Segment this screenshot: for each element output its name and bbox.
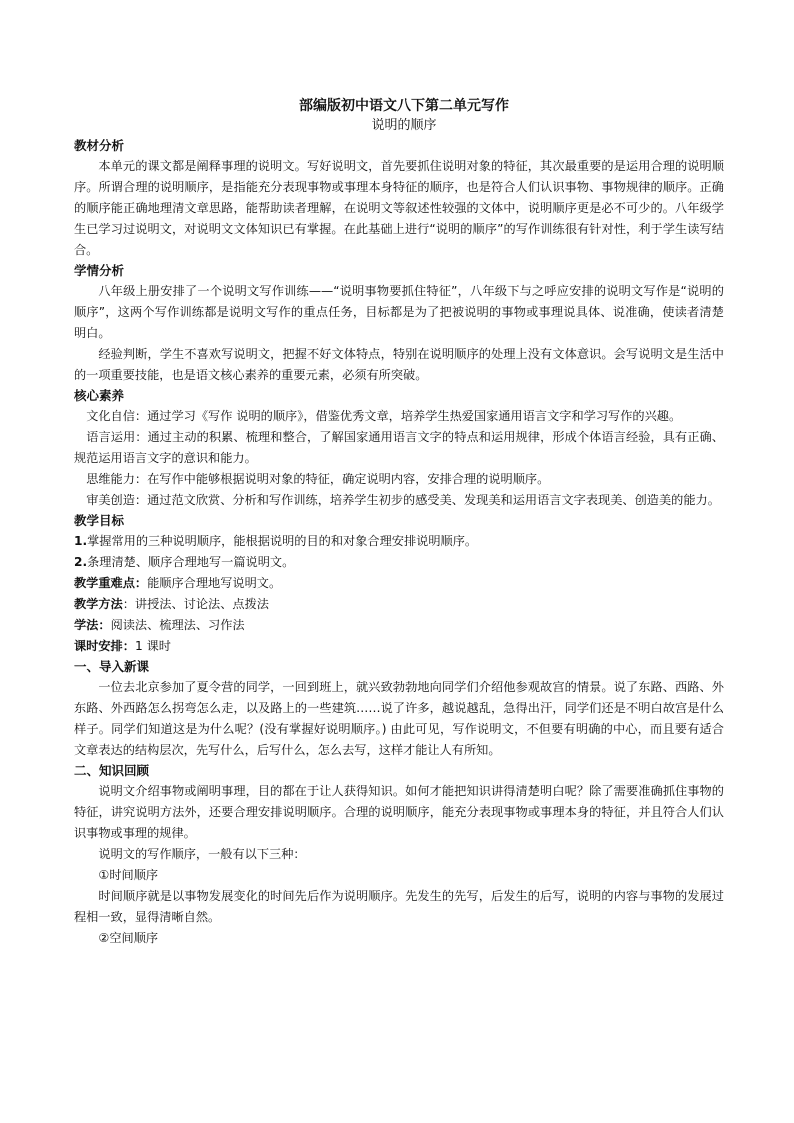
study-methods-line	[74, 615, 724, 636]
heading-part-1: 一、导入新课	[74, 659, 150, 674]
methods-line	[74, 594, 724, 615]
methods-label: 教学方法	[74, 597, 123, 611]
paragraph-introduction: 一位去北京参加了夏令营的同学，一回到班上，就兴致勃勃地向同学们介绍他参观故宫的情景。说了东路、西路、外东路、外西路怎么拐弯怎么走，以及路上的一些建筑……说了许多，越说越乱，急得出汗，同学们还是不明白故宫是什么样子。同学们知道这是为什么呢？(没有掌握好说明顺序。) 由此可见，写作说明文，不但要有明确的中心，而且要有适合文章表达的结构层次，先写什么，后写什么，怎么去写，这样才能让人有所知。	[74, 680, 724, 757]
paragraph-review-1: 说明文介绍事物或阐明事理，目的都在于让人获得知识。如何才能把知识讲得清楚明白呢？除了需要准确抓住事物的特征，讲究说明方法外，还要合理安排说明顺序。合理的说明顺序，能充分表现事物或事理本身的特征，并且符合人们认识事物或事理的规律。	[74, 784, 724, 840]
schedule-line	[74, 636, 724, 657]
paragraph-time-order: 时间顺序就是以事物发展变化的时间先后作为说明顺序。先发生的先写，后发生的后写，说明的内容与事物的发展过程相一致，显得清晰自然。	[74, 889, 724, 924]
teaching-goal-item	[74, 531, 724, 552]
key-points-line	[74, 573, 724, 594]
paragraph-student-analysis-1: 八年级上册安排了一个说明文写作训练——“说明事物要抓住特征”，八年级下与之呼应安排的说明文写作是“说明的顺序”，这两个写作训练都是说明文写作的重点任务，目标都是为了把被说明的事物或事理说具体、说准确，使读者清楚明白。	[74, 284, 724, 340]
study-methods-label: 学法：	[74, 618, 111, 632]
goal-number: 1.	[74, 534, 88, 548]
document-subtitle: 说明的顺序	[371, 118, 437, 133]
goal-text: 条理清楚、顺序合理地写一篇说明文。	[87, 555, 295, 569]
methods-text: ：讲授法、讨论法、点拨法	[122, 597, 269, 611]
list-item-space-order: ②空间顺序	[98, 931, 159, 945]
goal-number: 2.	[74, 555, 88, 569]
core-literacy-item: 文化自信：通过学习《写作 说明的顺序》，借鉴优秀文章，培养学生热爱国家通用语言文字和学习写作的兴趣。	[86, 409, 682, 423]
heading-core-literacy: 核心素养	[74, 388, 125, 403]
paragraph-textbook-analysis: 本单元的课文都是阐释事理的说明文。写好说明文，首先要抓住说明对象的特征，其次最重要的是运用合理的说明顺序。所谓合理的说明顺序，是指能充分表现事物或事理本身特征的顺序，也是符合人们认识事物、事物规律的顺序。正确的顺序能正确地理清文章思路，能帮助读者理解，在说明文等叙述性较强的文体中，说明顺序更是必不可少的。八年级学生已学习过说明文，对说明文文体知识已有掌握。在此基础上进行“说明的顺序”的写作训练很有针对性，利于学生读写结合。	[74, 159, 724, 257]
goal-text: 掌握常用的三种说明顺序，能根据说明的目的和对象合理安排说明顺序。	[87, 534, 478, 548]
heading-teaching-goals: 教学目标	[74, 513, 125, 528]
schedule-text: 1 课时	[134, 639, 171, 653]
paragraph-student-analysis-2: 经验判断，学生不喜欢写说明文，把握不好文体特点，特别在说明顺序的处理上没有文体意识。会写说明文是生活中的一项重要技能，也是语文核心素养的重要元素，必须有所突破。	[74, 347, 724, 382]
document-page	[74, 96, 724, 949]
study-methods-text: 阅读法、梳理法、习作法	[110, 618, 245, 632]
core-literacy-item: 思维能力：在写作中能够根据说明对象的特征，确定说明内容，安排合理的说明顺序。	[86, 472, 550, 486]
heading-textbook-analysis: 教材分析	[74, 138, 125, 153]
heading-part-2: 二、知识回顾	[74, 763, 150, 778]
teaching-goal-item	[74, 552, 724, 573]
list-item-time-order: ①时间顺序	[98, 868, 159, 882]
core-literacy-item: 审美创造：通过范文欣赏、分析和写作训练，培养学生初步的感受美、发现美和运用语言文字表现美、创造美的能力。	[86, 493, 720, 507]
key-points-label: 教学重难点：	[74, 576, 148, 590]
heading-student-analysis: 学情分析	[74, 263, 125, 278]
schedule-label: 课时安排：	[74, 639, 135, 653]
key-points-text: 能顺序合理地写说明文。	[147, 576, 282, 590]
paragraph-review-2: 说明文的写作顺序，一般有以下三种：	[98, 847, 306, 861]
document-title: 部编版初中语文八下第二单元写作	[299, 98, 509, 114]
core-literacy-item: 语言运用：通过主动的积累、梳理和整合，了解国家通用语言文字的特点和运用规律，形成个体语言经验，具有正确、规范运用语言文字的意识和能力。	[74, 430, 724, 465]
